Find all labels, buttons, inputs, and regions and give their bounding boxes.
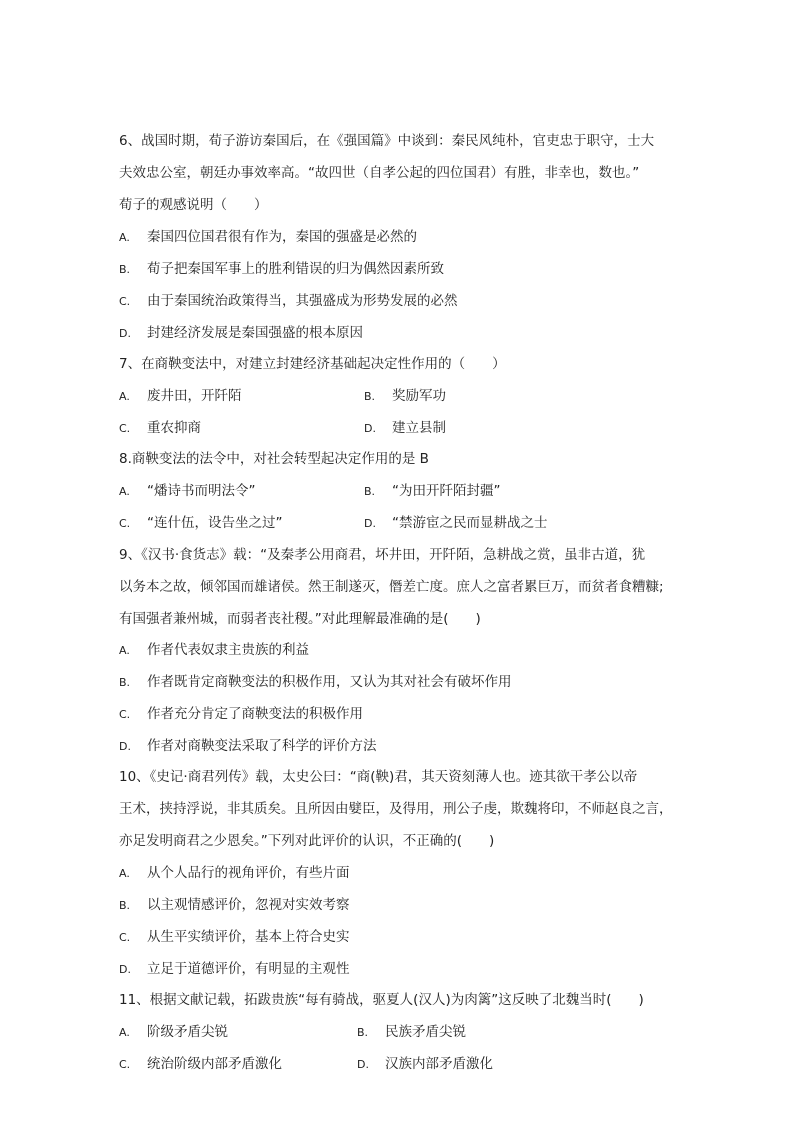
- option-key: D.: [119, 327, 131, 340]
- option-text: 从生平实绩评价，基本上符合史实: [147, 929, 350, 945]
- option-key: C.: [119, 931, 131, 944]
- q9-stem-line-3: 有国强者兼州城，而弱者丧社稷。”对此理解最准确的是( ): [119, 611, 481, 627]
- option-key: D.: [364, 422, 376, 435]
- q10-stem-line-2: 王术，挟持浮说，非其质矣。且所因由嬖臣，及得用，刑公子虔，欺魏将印，不师赵良之言，: [119, 801, 673, 817]
- q8-option-b: [364, 482, 501, 501]
- q6-option-c: [119, 292, 458, 311]
- q8-option-c: [119, 514, 283, 533]
- q10-stem-line-1: 10、《史记·商君列传》载，太史公曰：“商(鞅)君，其天资刻薄人也。迹其欲干孝公以帝: [119, 769, 638, 785]
- option-key: A.: [119, 231, 130, 244]
- option-key: A.: [119, 390, 130, 403]
- option-key: C.: [119, 517, 131, 530]
- option-key: B.: [364, 485, 376, 498]
- q9-option-b: [119, 673, 512, 692]
- q8-stem-line-1: 8.商鞅变法的法令中，对社会转型起决定作用的是 B: [119, 451, 429, 467]
- q6-stem-line-3: 荀子的观感说明（ ）: [119, 197, 268, 213]
- q10-option-a: [119, 864, 350, 883]
- q11-stem-line-1: 11、根据文献记载，拓跋贵族“每有骑战，驱夏人(汉人)为肉篱”这反映了北魏当时( ): [119, 992, 644, 1008]
- q7-stem-line-1: 7、在商鞅变法中，对建立封建经济基础起决定性作用的（ ）: [119, 356, 506, 372]
- option-key: A.: [119, 1026, 130, 1039]
- q10-stem-line-3: 亦足发明商君之少恩矣。”下列对此评价的认识，不正确的( ): [119, 833, 495, 849]
- option-text: 作者对商鞅变法采取了科学的评价方法: [147, 738, 377, 754]
- option-text: 民族矛盾尖锐: [385, 1024, 466, 1040]
- q6-stem-line-1: 6、战国时期，荀子游访秦国后，在《强国篇》中谈到：秦民风纯朴，官吏忠于职守，士大: [119, 133, 655, 149]
- q11-option-b: [357, 1023, 466, 1042]
- option-key: D.: [357, 1058, 369, 1071]
- option-key: B.: [357, 1026, 369, 1039]
- option-text: 奖励军功: [392, 388, 446, 404]
- option-text: 建立县制: [392, 420, 446, 436]
- q9-option-c: [119, 705, 363, 724]
- option-text: 荀子把秦国军事上的胜利错误的归为偶然因素所致: [147, 261, 444, 277]
- q7-option-c: [119, 419, 201, 438]
- option-text: 统治阶级内部矛盾激化: [147, 1056, 282, 1072]
- option-text: 作者代表奴隶主贵族的利益: [147, 642, 309, 658]
- option-text: 封建经济发展是秦国强盛的根本原因: [147, 325, 363, 341]
- q10-option-d: [119, 960, 350, 979]
- option-key: B.: [119, 676, 131, 689]
- option-key: D.: [119, 740, 131, 753]
- option-text: “为田开阡陌封疆”: [392, 483, 501, 499]
- option-text: 立足于道德评价，有明显的主观性: [147, 961, 350, 977]
- option-key: B.: [364, 390, 376, 403]
- option-text: 阶级矛盾尖锐: [147, 1024, 228, 1040]
- option-text: “禁游宦之民而显耕战之士: [392, 515, 548, 531]
- option-key: B.: [119, 263, 131, 276]
- option-text: 作者既肯定商鞅变法的积极作用，又认为其对社会有破坏作用: [147, 674, 512, 690]
- q8-option-a: [119, 482, 256, 501]
- option-text: 作者充分肯定了商鞅变法的积极作用: [147, 706, 363, 722]
- option-key: C.: [119, 295, 131, 308]
- q6-stem-line-2: 夫效忠公室，朝廷办事效率高。“故四世（自孝公起的四位国君）有胜，非幸也，数也。”: [119, 165, 640, 181]
- q10-option-b: [119, 896, 350, 915]
- q9-option-a: [119, 641, 309, 660]
- q11-option-c: [119, 1055, 282, 1074]
- q6-option-d: [119, 324, 363, 343]
- option-key: A.: [119, 867, 130, 880]
- q7-option-d: [364, 419, 446, 438]
- option-key: D.: [364, 517, 376, 530]
- q10-option-c: [119, 928, 350, 947]
- option-text: 由于秦国统治政策得当，其强盛成为形势发展的必然: [147, 293, 458, 309]
- option-text: 以主观情感评价，忽视对实效考察: [147, 897, 350, 913]
- option-key: D.: [119, 963, 131, 976]
- q9-stem-line-2: 以务本之故，倾邻国而雄诸侯。然王制遂灭，僭差亡度。庶人之富者累巨万，而贫者食糟糠;: [119, 579, 664, 595]
- option-text: 废井田，开阡陌: [147, 388, 242, 404]
- q9-stem-line-1: 9、《汉书·食货志》载：“及秦孝公用商君，坏井田，开阡陌，急耕战之赏，虽非古道，犹: [119, 547, 646, 563]
- option-text: “燔诗书而明法令”: [147, 483, 256, 499]
- q9-option-d: [119, 737, 377, 756]
- q6-option-a: [119, 228, 417, 247]
- option-text: “连什伍，设告坐之过”: [147, 515, 283, 531]
- q6-option-b: [119, 260, 444, 279]
- option-text: 汉族内部矛盾激化: [385, 1056, 493, 1072]
- option-key: A.: [119, 644, 130, 657]
- option-text: 重农抑商: [147, 420, 201, 436]
- q11-option-a: [119, 1023, 228, 1042]
- q8-option-d: [364, 514, 548, 533]
- option-text: 秦国四位国君很有作为，秦国的强盛是必然的: [147, 229, 417, 245]
- option-key: B.: [119, 899, 131, 912]
- option-key: C.: [119, 708, 131, 721]
- q11-option-d: [357, 1055, 493, 1074]
- q7-option-a: [119, 387, 242, 406]
- option-key: A.: [119, 485, 130, 498]
- q7-option-b: [364, 387, 446, 406]
- option-text: 从个人品行的视角评价，有些片面: [147, 865, 350, 881]
- option-key: C.: [119, 1058, 131, 1071]
- option-key: C.: [119, 422, 131, 435]
